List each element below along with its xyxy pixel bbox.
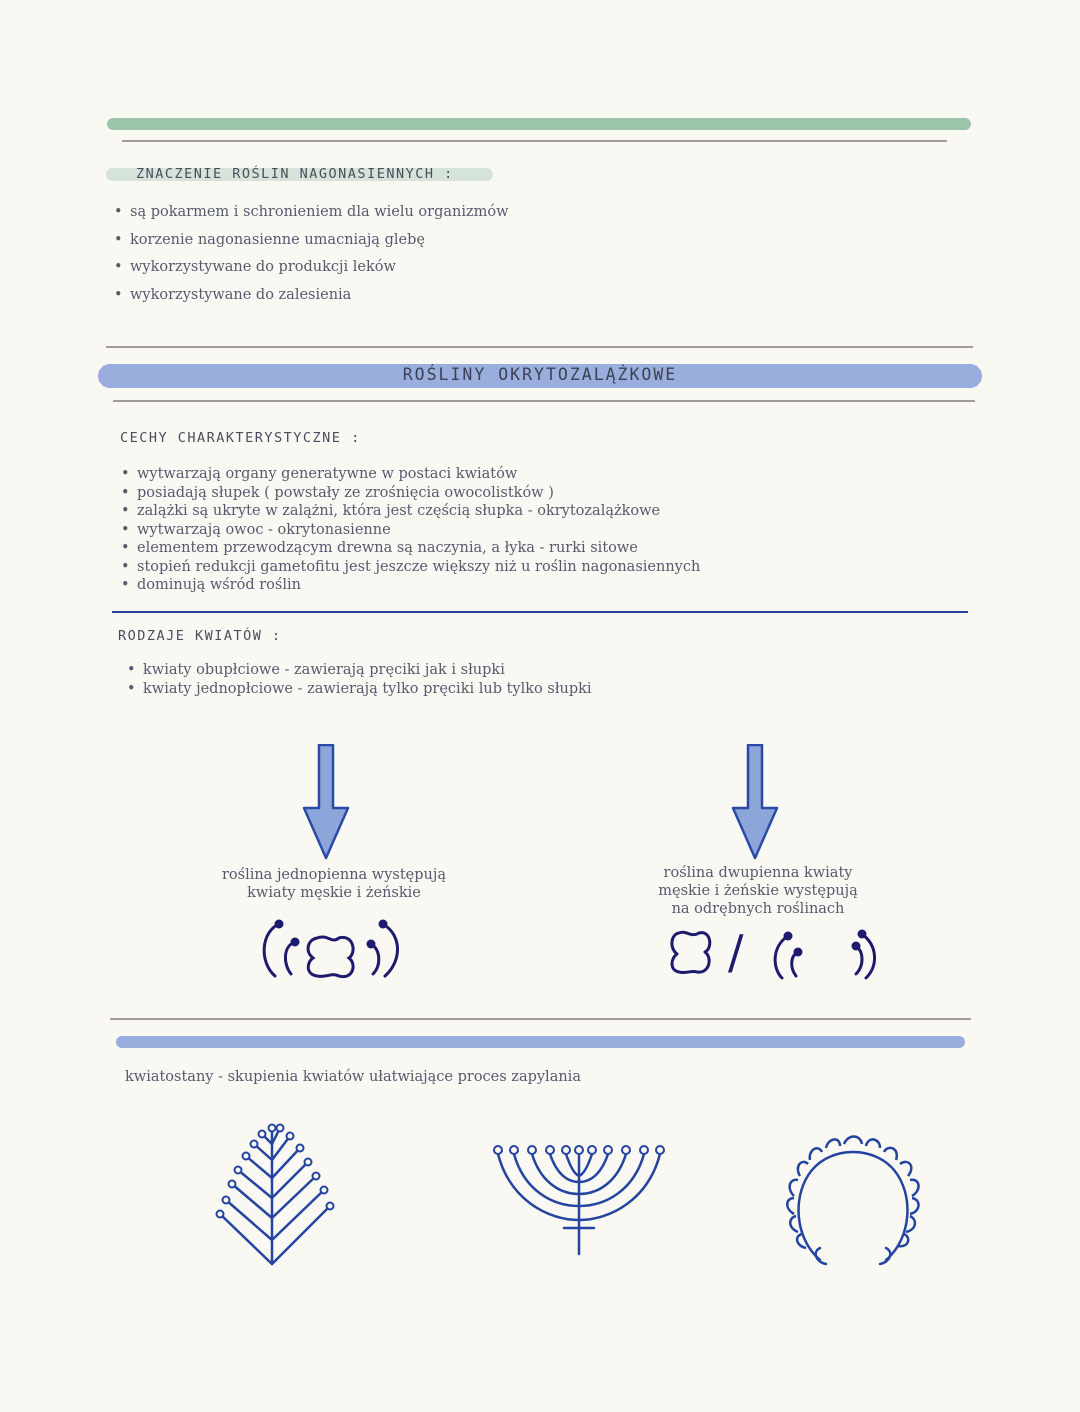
- section2-title: ROŚLINY OKRYTOZALĄŻKOWE: [402, 365, 678, 384]
- list-item: • wytwarzają owoc - okrytonasienne: [121, 521, 941, 540]
- dioecious-male-flower-icon: [768, 928, 880, 982]
- section2-list: [121, 465, 941, 595]
- section2-bottom-rule: [113, 400, 975, 402]
- raceme-inflorescence-icon: [210, 1122, 340, 1268]
- list-item: • zalążki są ukryte w zalążni, która jest częścią słupka - okrytozalążkowe: [121, 502, 941, 521]
- list-item: • stopień redukcji gametofitu jest jeszcze większy niż u roślin nagonasiennych: [121, 558, 941, 577]
- section3-blue-rule: [112, 611, 968, 613]
- down-arrow-right-icon: [731, 744, 779, 860]
- caption-line: męskie i żeńskie występują: [658, 883, 858, 899]
- left-caption: [184, 866, 484, 902]
- list-item: • dominują wśród roślin: [121, 576, 941, 595]
- list-item: • elementem przewodzącym drewna są naczynia, a łyka - rurki sitowe: [121, 539, 941, 558]
- caption-line: na odrębnych roślinach: [671, 901, 845, 917]
- list-item: • wykorzystywane do zalesienia: [114, 282, 814, 310]
- monoecious-flower-icon: [255, 914, 405, 984]
- caption-line: roślina dwupienna kwiaty: [663, 865, 853, 881]
- section4-text: kwiatostany - skupienia kwiatów ułatwiające proces zapylania: [125, 1069, 581, 1085]
- right-caption: [608, 864, 908, 918]
- list-item: • posiadają słupek ( powstały ze zrośnięcia owocolistków ): [121, 484, 941, 503]
- caption-line: roślina jednopienna występują: [221, 867, 447, 883]
- list-item: • wykorzystywane do produkcji leków: [114, 254, 814, 282]
- section1-list: [114, 199, 814, 309]
- list-item: • korzenie nagonasienne umacniają glebę: [114, 227, 814, 255]
- section2-top-rule: [106, 346, 973, 348]
- section4-gray-rule: [110, 1018, 971, 1020]
- capitulum-inflorescence-icon: [782, 1134, 924, 1268]
- down-arrow-left-icon: [302, 744, 350, 860]
- list-item: • są pokarmem i schronieniem dla wielu organizmów: [114, 199, 814, 227]
- section3-list: [127, 661, 827, 698]
- section3-heading: RODZAJE KWIATÓW :: [118, 628, 282, 644]
- section2-heading: CECHY CHARAKTERYSTYCZNE :: [120, 430, 361, 446]
- list-item: • kwiaty jednopłciowe - zawierają tylko pręciki lub tylko słupki: [127, 680, 827, 699]
- section4-blue-bar: [116, 1036, 965, 1048]
- separator-slash: /: [728, 925, 744, 979]
- top-gray-rule: [122, 140, 947, 142]
- list-item: • wytwarzają organy generatywne w postaci kwiatów: [121, 465, 941, 484]
- caption-line: kwiaty męskie i żeńskie: [247, 885, 421, 901]
- list-item: • kwiaty obupłciowe - zawierają pręciki jak i słupki: [127, 661, 827, 680]
- top-green-bar: [107, 118, 971, 130]
- section1-heading: ZNACZENIE ROŚLIN NAGONASIENNYCH :: [136, 166, 454, 182]
- umbel-inflorescence-icon: [488, 1140, 670, 1256]
- dioecious-female-flower-icon: [667, 928, 715, 978]
